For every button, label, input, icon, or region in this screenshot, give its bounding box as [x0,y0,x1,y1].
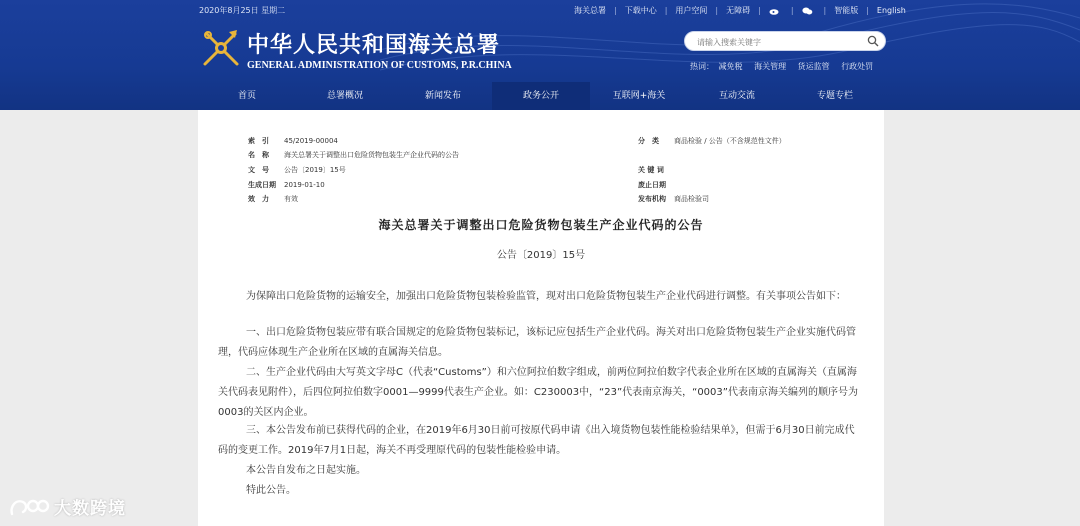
divider: | [715,6,719,15]
meta-abolished [638,180,674,190]
meta-category [638,136,786,146]
meta-validity [248,194,298,204]
search-icon[interactable] [867,35,879,47]
watermark [8,494,126,519]
site-title-english: GENERAL ADMINISTRATION OF CUSTOMS, P.R.CHINA [247,60,512,71]
weibo-icon[interactable] [769,7,780,15]
site-header [0,0,1080,110]
top-links [574,5,906,16]
nav-gov-affairs[interactable]: 政务公开 [492,82,590,110]
top-link-gacc[interactable]: 海关总署 [574,6,606,15]
top-link-english[interactable]: English [876,6,906,15]
hot-word[interactable]: 货运监管 [797,62,830,71]
hot-word[interactable]: 行政处罚 [841,62,874,71]
meta-title [248,150,459,160]
hot-words-label: 热词： [690,62,714,71]
meta-label: 效 力 [248,195,269,203]
meta-issuer [638,194,709,204]
top-link-smart-version[interactable]: 智能版 [834,6,859,15]
nav-overview[interactable]: 总署概况 [326,91,363,101]
search-box [684,31,886,51]
paragraph: 为保障出口危险货物的运输安全，加强出口危险货物包装检验监管，现对出口危险货物包装生产企业代码进行调整。有关事项公告如下： [246,291,846,302]
meta-label: 发布机构 [638,195,666,203]
meta-value: 2019-01-10 [284,181,325,189]
top-link-accessibility[interactable]: 无障碍 [726,6,751,15]
nav-home[interactable]: 首页 [237,91,256,101]
meta-value: 有效 [284,195,298,203]
meta-label: 名 称 [248,151,269,159]
paragraph: 三、本公告发布前已获得代码的企业，在2019年6月30日前可按原代码申请《出入境货物包装性能检验结果单》，但需于6月30日前完成代码的变更工作。2019年7月1日起，海关不再受理原代码的包装性能检验申请。 [218,425,855,456]
meta-value: 海关总署关于调整出口危险货物包装生产企业代码的公告 [284,151,459,159]
watermark-logo-icon [8,496,50,518]
meta-label: 文 号 [248,166,269,174]
hot-word[interactable]: 减免税 [718,62,743,71]
site-title-chinese: 中华人民共和国海关总署 [247,32,501,58]
search-input[interactable] [695,34,864,50]
meta-label: 废止日期 [638,181,666,189]
top-link-download[interactable]: 下载中心 [624,6,657,15]
document-number: 公告〔2019〕15号 [496,250,586,261]
divider: | [758,6,761,15]
meta-label: 索 引 [248,137,269,145]
wechat-icon[interactable] [802,7,813,15]
meta-value: 商品检验 / 公告（不含规范性文件） [674,137,786,145]
divider: | [664,6,668,15]
current-date: 2020年8月25日 星期二 [199,6,286,15]
paragraph: 特此公告。 [246,485,296,496]
meta-value: 商品检验司 [674,195,709,203]
customs-emblem-logo[interactable] [199,26,243,70]
meta-keywords [638,165,674,175]
paragraph: 一、出口危险货物包装应带有联合国规定的危险货物包装标记，该标记应包括生产企业代码。海关对出口危险货物包装生产企业实施代码管理，代码应体现生产企业所在区域的直属海关信息。 [218,327,856,358]
watermark-text: 大数跨境 [54,499,126,519]
hot-words [690,61,882,72]
paragraph: 二、生产企业代码由大写英文字母C（代表“Customs”）和六位阿拉伯数字组成，前两位阿拉伯数字代表企业所在区域的直属海关（直属海关代码表见附件），后四位阿拉伯数字0001—9999代表生产企业。如：C230003中，“23”代表南京海关，“0003”代表南京海关编列的顺序号为0003的关区内企业。 [218,367,858,418]
paragraph: 本公告自发布之日起实施。 [246,465,366,476]
meta-doc-no [248,165,346,175]
meta-label: 分 类 [638,137,659,145]
nav-interaction[interactable]: 互动交流 [718,91,755,101]
document-panel [198,110,884,526]
main-nav [0,82,1080,110]
nav-special-topics[interactable]: 专题专栏 [816,91,853,101]
hot-word[interactable]: 海关管理 [754,62,787,71]
meta-gen-date [248,180,325,190]
meta-label: 关 键 词 [638,166,664,174]
meta-value: 公告〔2019〕15号 [284,166,346,174]
nav-news[interactable]: 新闻发布 [424,91,461,101]
meta-value: 45/2019-00004 [284,137,338,145]
top-link-user-space[interactable]: 用户空间 [675,6,708,15]
divider: | [614,6,617,15]
divider: | [823,6,827,15]
meta-label: 生成日期 [248,181,276,189]
divider: | [866,6,869,15]
document-title: 海关总署关于调整出口危险货物包装生产企业代码的公告 [378,218,704,232]
nav-internet-plus-customs[interactable]: 互联网+海关 [612,91,666,101]
meta-index [248,136,338,146]
divider: | [790,6,794,15]
